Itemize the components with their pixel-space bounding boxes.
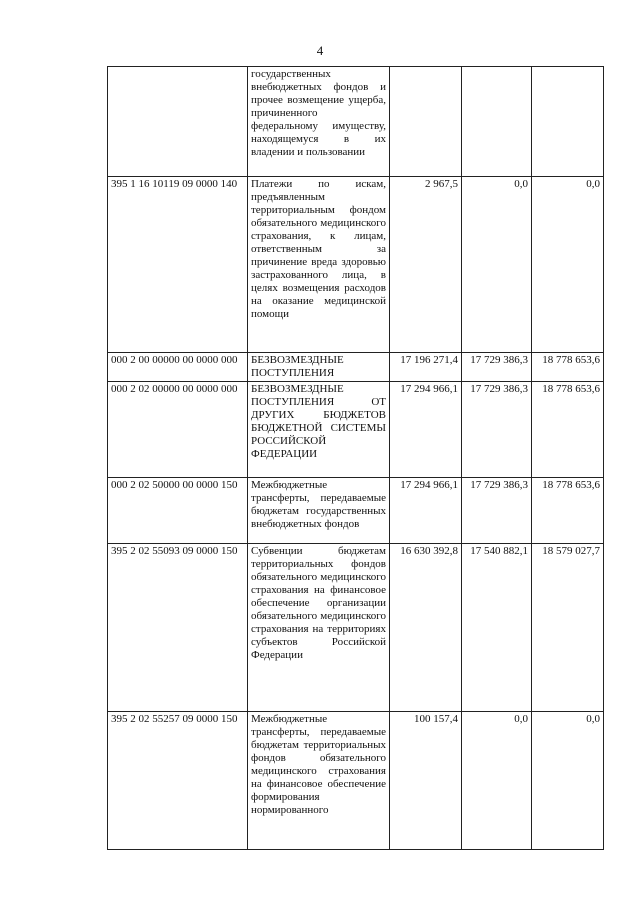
row-value-1: 17 196 271,4 — [390, 353, 462, 382]
table-row — [108, 353, 604, 382]
row-value-3: 18 778 653,6 — [532, 478, 604, 544]
row-value-1: 16 630 392,8 — [390, 544, 462, 712]
table-row — [108, 382, 604, 478]
row-code — [108, 67, 248, 177]
row-value-1: 100 157,4 — [390, 712, 462, 850]
row-code: 395 2 02 55257 09 0000 150 — [108, 712, 248, 850]
row-value-1 — [390, 67, 462, 177]
row-name: государственных внебюджетных фондов и прочее возмещение ущерба, причиненного федеральному имуществу, находящемуся в их владении и пользовании — [248, 67, 390, 177]
row-name: БЕЗВОЗМЕЗДНЫЕ ПОСТУПЛЕНИЯ — [248, 353, 390, 382]
page-number: 4 — [316, 43, 324, 58]
row-value-3: 0,0 — [532, 177, 604, 353]
row-value-2: 0,0 — [462, 177, 532, 353]
row-code: 000 2 00 00000 00 0000 000 — [108, 353, 248, 382]
table-row — [108, 67, 604, 177]
table-row — [108, 177, 604, 353]
row-value-2: 17 729 386,3 — [462, 478, 532, 544]
row-value-3: 0,0 — [532, 712, 604, 850]
row-name: БЕЗВОЗМЕЗДНЫЕ ПОСТУПЛЕНИЯ ОТ ДРУГИХ БЮДЖЕТОВ БЮДЖЕТНОЙ СИСТЕМЫ РОССИЙСКОЙ ФЕДЕРАЦИИ — [248, 382, 390, 478]
row-value-2: 17 729 386,3 — [462, 353, 532, 382]
row-code: 000 2 02 00000 00 0000 000 — [108, 382, 248, 478]
row-code: 395 1 16 10119 09 0000 140 — [108, 177, 248, 353]
row-value-1: 17 294 966,1 — [390, 382, 462, 478]
row-name: Платежи по искам, предъявленным территориальным фондом обязательного медицинского страхования, к лицам, ответственным за причинение вреда здоровью застрахованного лица, в целях возмещения расходов на оказание медицинской помощи — [248, 177, 390, 353]
row-name: Субвенции бюджетам территориальных фондов обязательного медицинского страхования на финансовое обеспечение организации обязательного медицинского страхования на территориях субъектов Российской Федерации — [248, 544, 390, 712]
row-value-3 — [532, 67, 604, 177]
row-value-2: 0,0 — [462, 712, 532, 850]
row-value-2 — [462, 67, 532, 177]
row-code: 000 2 02 50000 00 0000 150 — [108, 478, 248, 544]
row-value-2: 17 729 386,3 — [462, 382, 532, 478]
table-row — [108, 544, 604, 712]
row-value-1: 17 294 966,1 — [390, 478, 462, 544]
row-value-3: 18 778 653,6 — [532, 353, 604, 382]
row-name: Межбюджетные трансферты, передаваемые бюджетам территориальных фондов обязательного медицинского страхования на финансовое обеспечение формирования нормированного — [248, 712, 390, 850]
row-name: Межбюджетные трансферты, передаваемые бюджетам государственных внебюджетных фондов — [248, 478, 390, 544]
row-value-3: 18 579 027,7 — [532, 544, 604, 712]
row-value-1: 2 967,5 — [390, 177, 462, 353]
table-row — [108, 478, 604, 544]
budget-revenue-table — [107, 66, 604, 850]
row-value-3: 18 778 653,6 — [532, 382, 604, 478]
row-code: 395 2 02 55093 09 0000 150 — [108, 544, 248, 712]
row-value-2: 17 540 882,1 — [462, 544, 532, 712]
table-row — [108, 712, 604, 850]
